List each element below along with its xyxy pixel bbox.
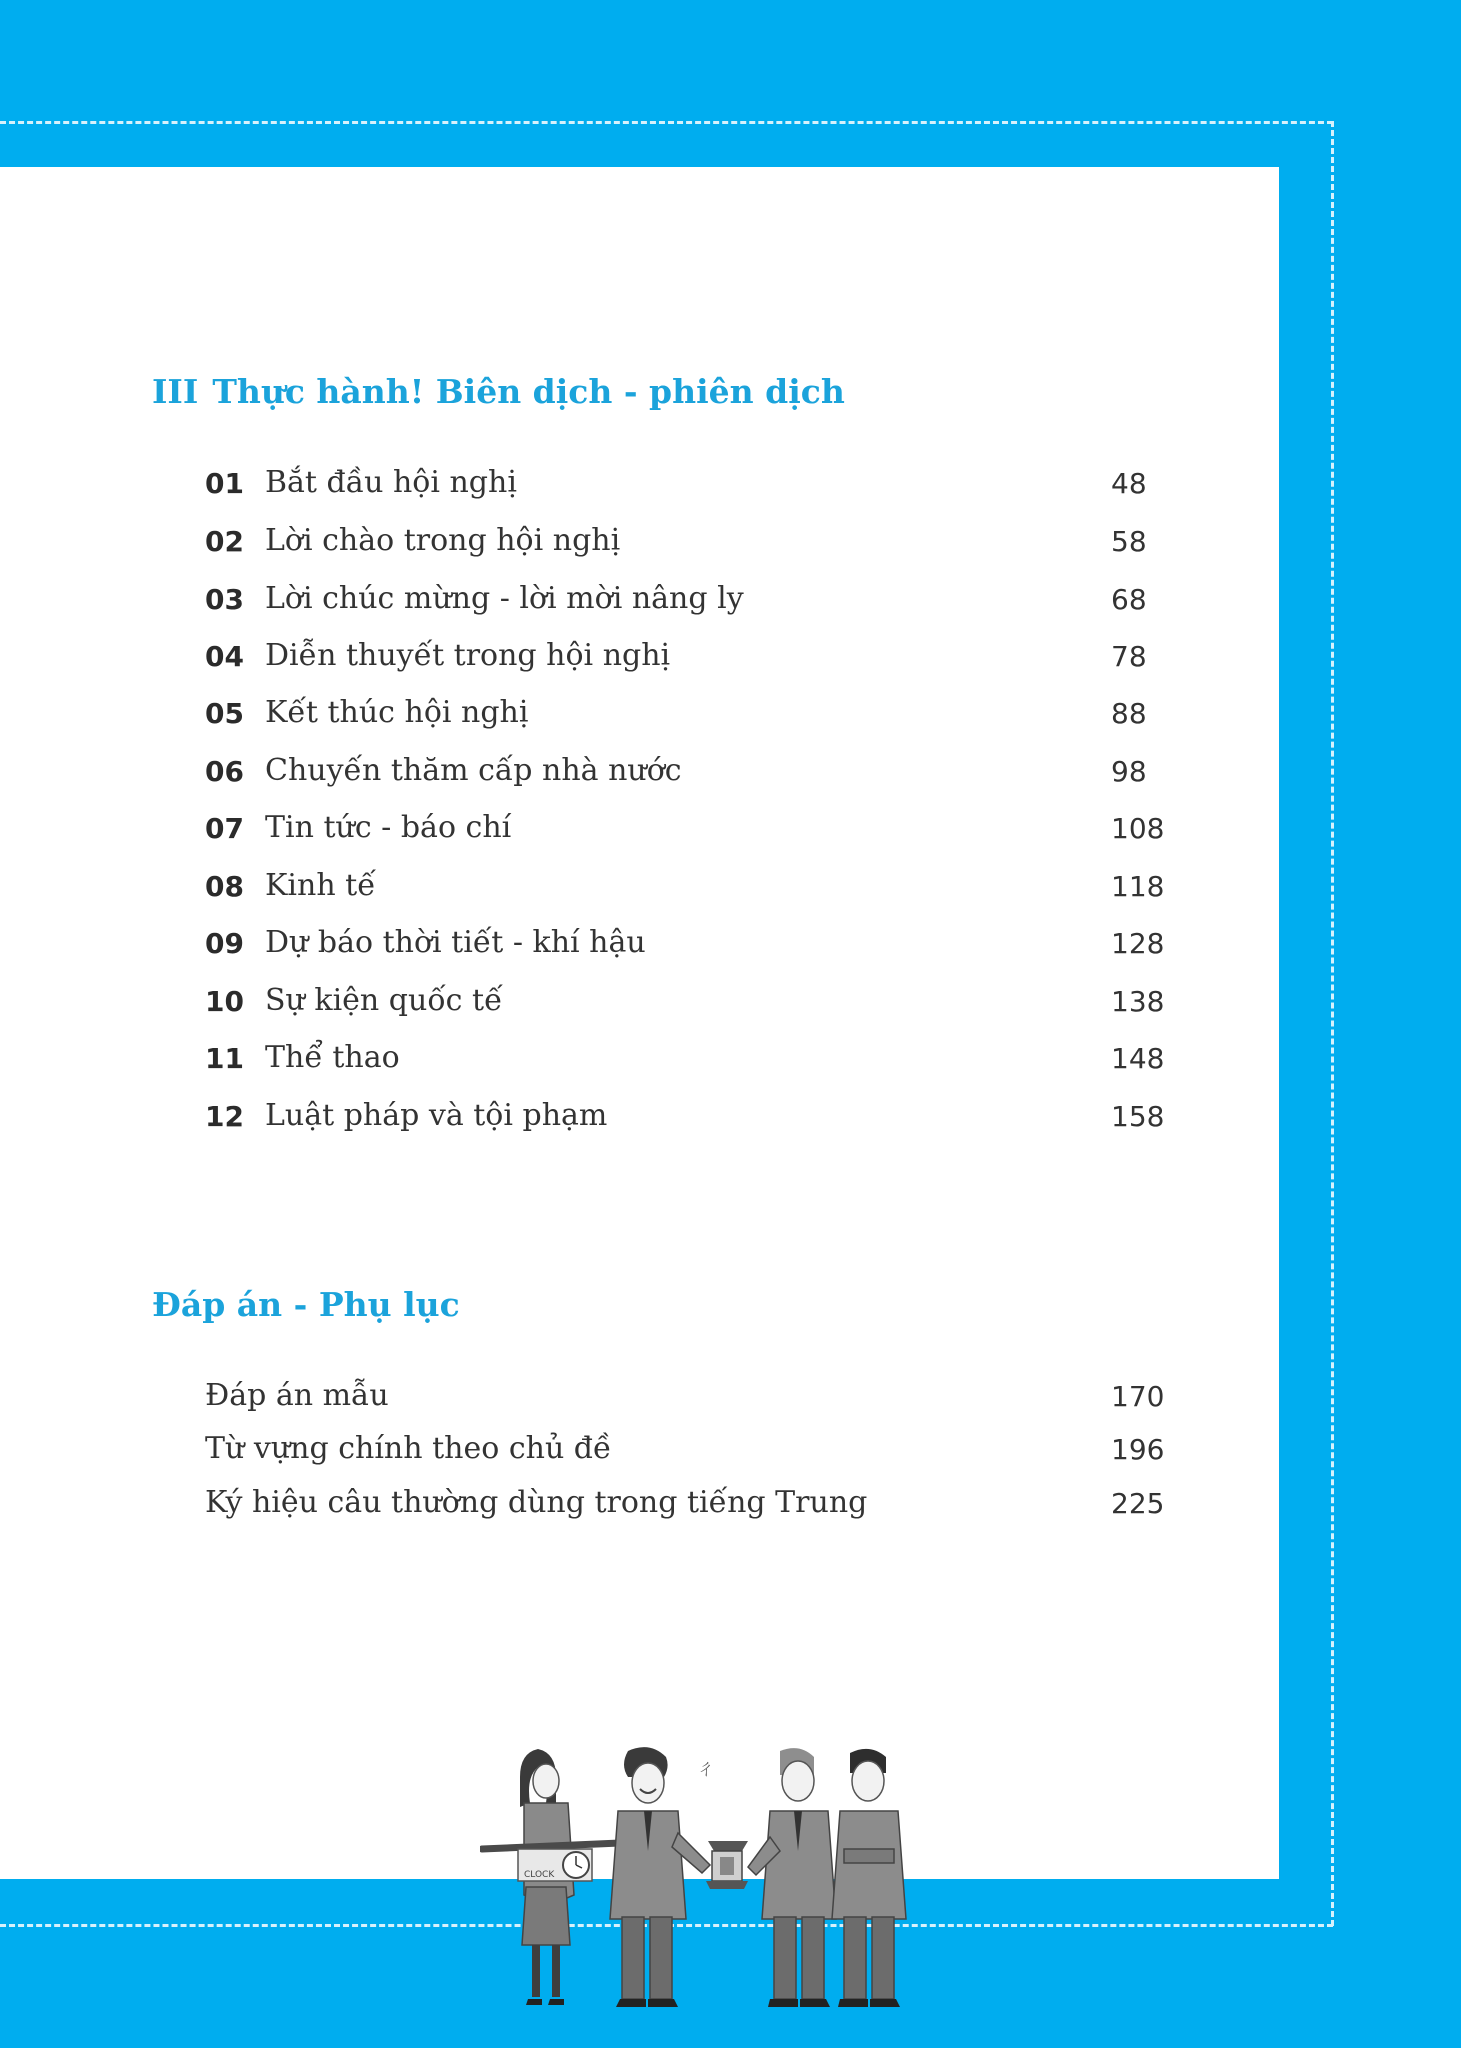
toc-entry[interactable] [205, 983, 1165, 1029]
toc-entry[interactable] [205, 1378, 1165, 1424]
toc-entry[interactable] [205, 1431, 1165, 1477]
toc-entry-number: 09 [205, 927, 244, 960]
toc-entry-page: 108 [1111, 812, 1165, 845]
toc-entry-number: 03 [205, 583, 244, 616]
frame-dashed-line-right [1331, 121, 1334, 1926]
toc-entry-title: Ký hiệu câu thường dùng trong tiếng Trung [205, 1485, 868, 1520]
laughing-man-figure [610, 1747, 716, 2007]
toc-entry-page: 98 [1111, 755, 1147, 788]
page-content [0, 167, 1279, 1879]
toc-entry-title: Dự báo thời tiết - khí hậu [265, 925, 646, 960]
toc-entry[interactable] [205, 467, 1160, 511]
toc-entry-title: Luật pháp và tội phạm [265, 1098, 608, 1133]
toc-entry-title: Diễn thuyết trong hội nghị [265, 638, 671, 673]
toc-entry[interactable] [205, 525, 1160, 569]
toc-entry-page: 148 [1111, 1042, 1165, 1075]
toc-entry[interactable] [205, 697, 1160, 741]
exclamation-mark: ㄔ [696, 1756, 716, 1780]
toc-entry-page: 78 [1111, 640, 1147, 673]
toc-entry-number: 12 [205, 1100, 244, 1133]
toc-entry-number: 02 [205, 525, 244, 558]
appendix-heading: Đáp án - Phụ lục [152, 1285, 460, 1324]
toc-entry-page: 88 [1111, 697, 1147, 730]
older-man-figure [748, 1748, 836, 2007]
toc-entry-page: 196 [1111, 1433, 1165, 1466]
section-heading-text: Thực hành! Biên dịch - phiên dịch [212, 372, 845, 411]
toc-entry[interactable] [205, 640, 1160, 684]
toc-entry-number: 05 [205, 697, 244, 730]
toc-entry[interactable] [205, 925, 1165, 971]
toc-entry-title: Sự kiện quốc tế [265, 983, 503, 1018]
business-people-illustration [480, 1737, 940, 2017]
toc-entry-number: 10 [205, 985, 244, 1018]
toc-entry[interactable] [205, 1098, 1165, 1144]
toc-entry-title: Thể thao [265, 1040, 400, 1075]
toc-entry-number: 08 [205, 870, 244, 903]
toc-entry-title: Đáp án mẫu [205, 1378, 389, 1413]
toc-entry-page: 138 [1111, 985, 1165, 1018]
toc-entry-page: 128 [1111, 927, 1165, 960]
toc-entry[interactable] [205, 755, 1160, 799]
toc-entry-page: 48 [1111, 467, 1147, 500]
toc-entry-number: 04 [205, 640, 244, 673]
toc-entry-page: 58 [1111, 525, 1147, 558]
woman-figure [482, 1749, 620, 2005]
toc-entry-title: Lời chúc mừng - lời mời nâng ly [265, 581, 744, 616]
frame-dashed-line-top [0, 121, 1333, 124]
toc-entry-page: 225 [1111, 1487, 1165, 1520]
toc-entry-number: 07 [205, 812, 244, 845]
toc-entry-title: Từ vựng chính theo chủ đề [205, 1431, 612, 1466]
toc-entry[interactable] [205, 583, 1160, 627]
toc-entry-title: Lời chào trong hội nghị [265, 523, 621, 558]
toc-entry-title: Bắt đầu hội nghị [265, 465, 517, 500]
toc-entry-number: 01 [205, 467, 244, 500]
toc-entry-page: 118 [1111, 870, 1165, 903]
toc-entry[interactable] [205, 810, 1165, 856]
toc-entry-title: Chuyến thăm cấp nhà nước [265, 753, 682, 788]
toc-entry-number: 11 [205, 1042, 244, 1075]
crossed-arms-man-figure [832, 1749, 906, 2007]
toc-entry-page: 170 [1111, 1380, 1165, 1413]
toc-entry-title: Kinh tế [265, 868, 376, 903]
toc-entry-number: 06 [205, 755, 244, 788]
section-heading-iii [152, 372, 845, 411]
clock-box-label: CLOCK [524, 1870, 555, 1880]
gift-lantern [706, 1841, 748, 1889]
section-roman-numeral: III [152, 372, 199, 411]
toc-entry[interactable] [205, 1040, 1165, 1086]
toc-entry-page: 68 [1111, 583, 1147, 616]
toc-entry[interactable] [205, 1485, 1165, 1531]
toc-entry-title: Tin tức - báo chí [265, 810, 512, 845]
toc-entry[interactable] [205, 868, 1165, 914]
toc-entry-title: Kết thúc hội nghị [265, 695, 529, 730]
toc-entry-page: 158 [1111, 1100, 1165, 1133]
